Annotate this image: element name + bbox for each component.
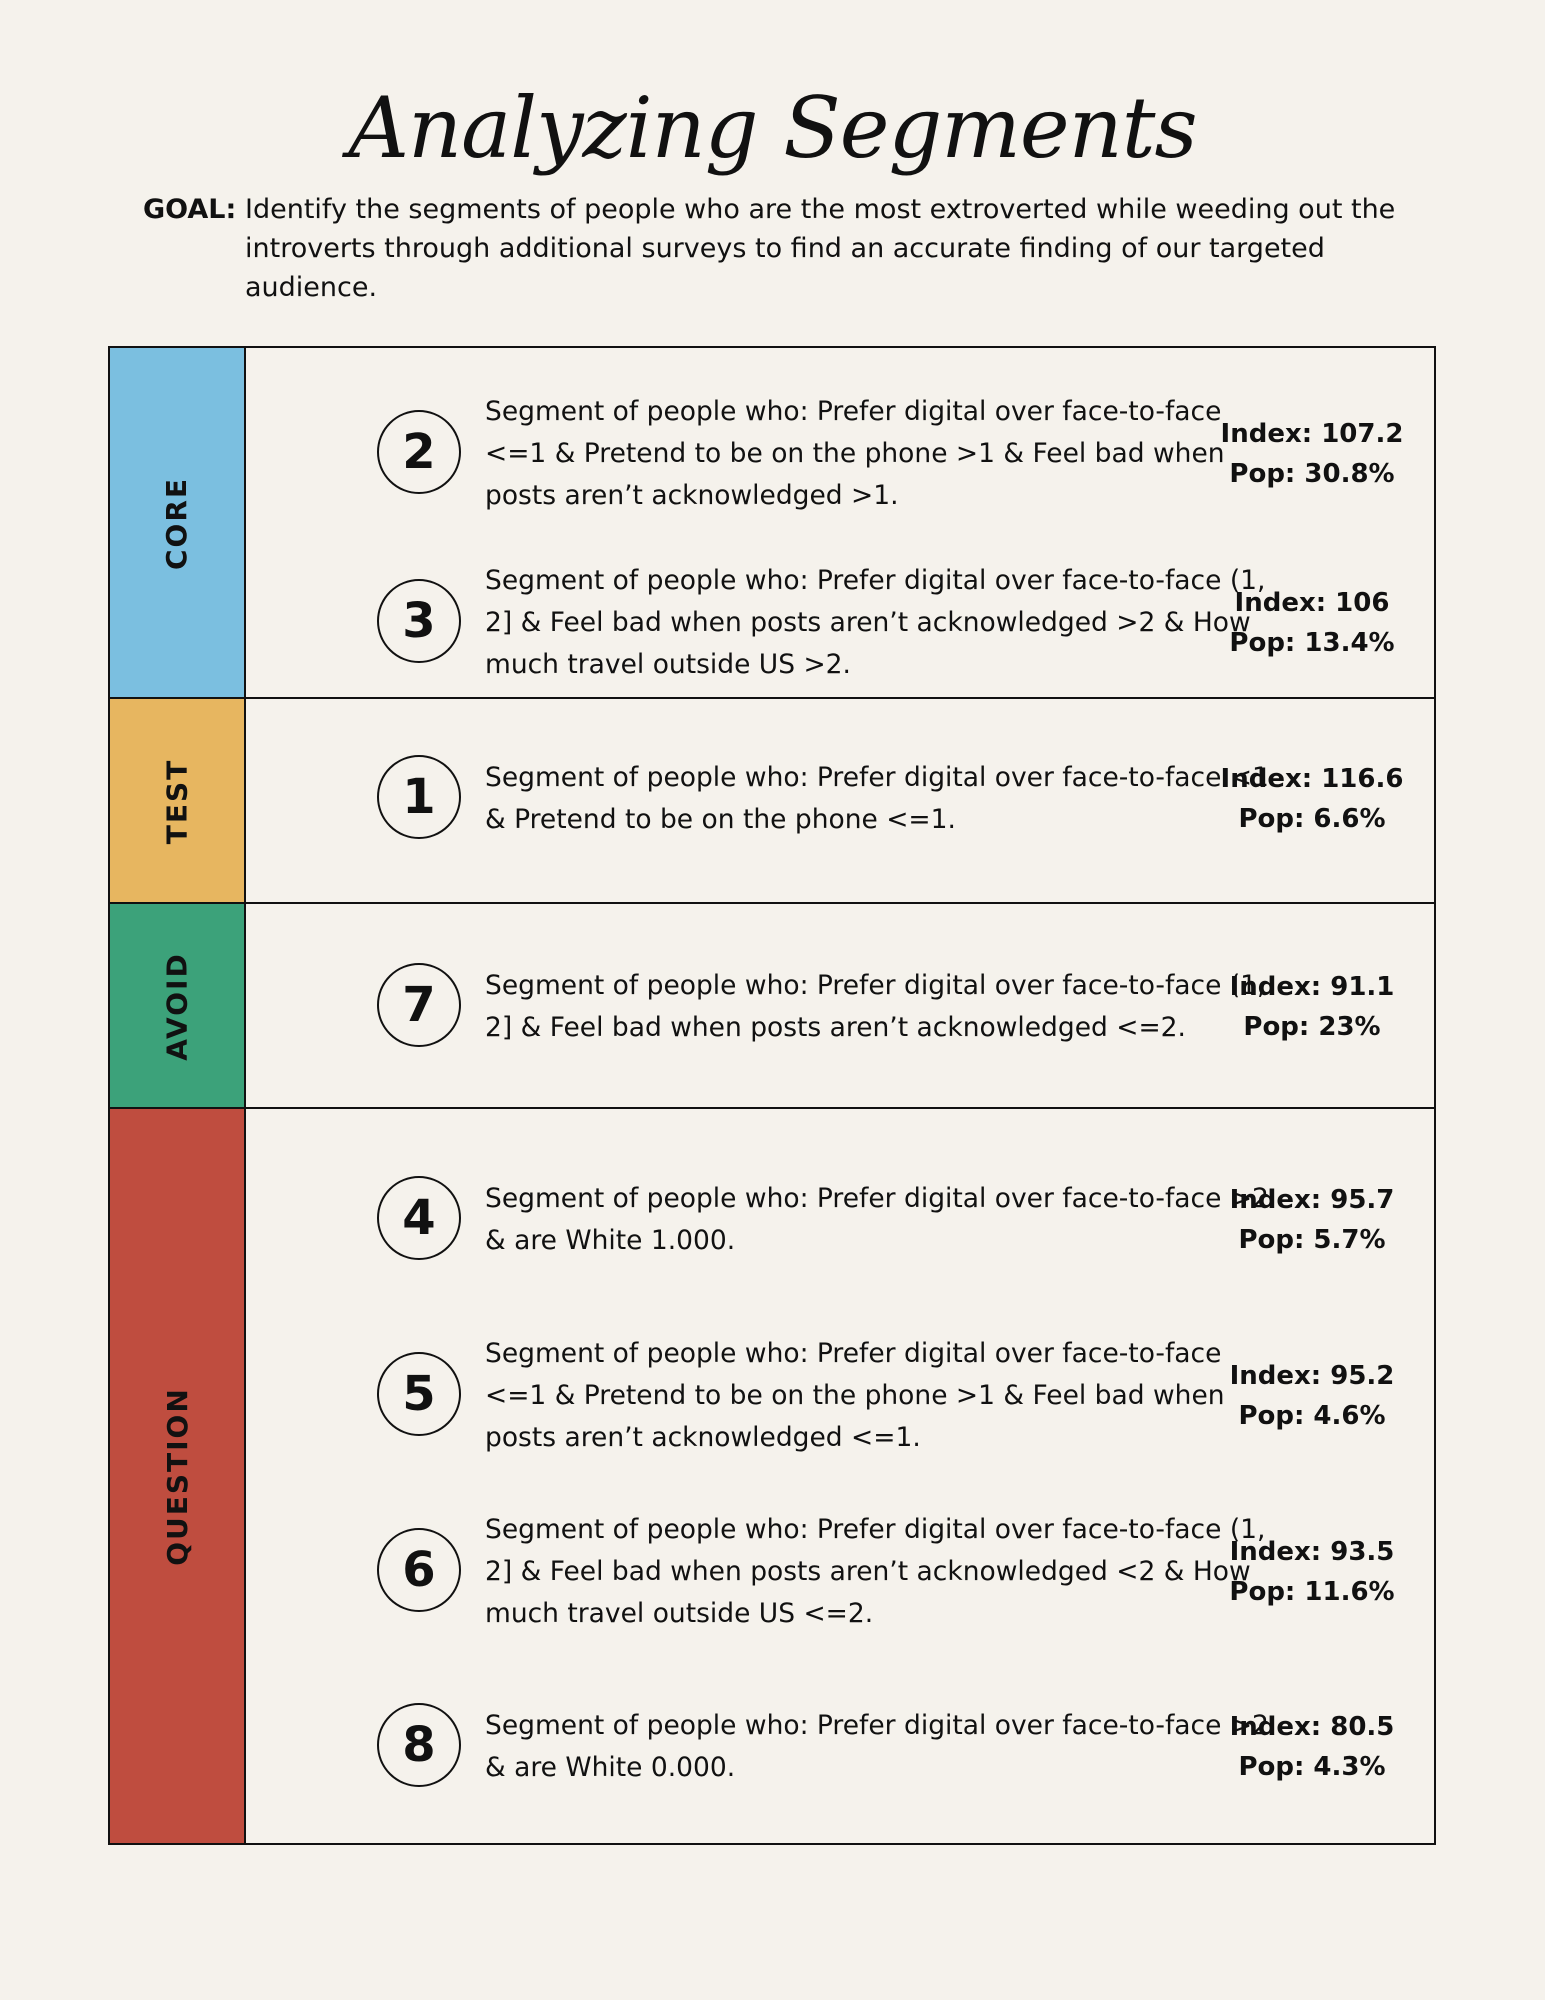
segment-index: Index: 95.2	[1229, 1361, 1395, 1391]
segment-stats	[1212, 1502, 1412, 1642]
segment-row	[246, 1150, 1434, 1290]
segment-row	[246, 937, 1434, 1077]
segment-group-core	[110, 348, 1434, 699]
segment-pop: Pop: 4.3%	[1238, 1752, 1386, 1782]
segment-group-test	[110, 697, 1434, 904]
segment-group-avoid	[110, 902, 1434, 1109]
segment-group-question	[110, 1107, 1434, 1843]
group-label-text: AVOID	[160, 952, 194, 1061]
segment-number-badge: 1	[377, 755, 461, 839]
segment-index: Index: 80.5	[1229, 1712, 1395, 1742]
group-label-test	[110, 699, 246, 904]
page-title: Analyzing Segments	[348, 79, 1197, 177]
segment-row	[246, 1677, 1434, 1817]
segments-table	[108, 346, 1436, 1845]
segment-pop: Pop: 13.4%	[1229, 628, 1395, 658]
segment-number-badge: 4	[377, 1176, 461, 1260]
segment-stats	[1212, 729, 1412, 869]
group-label-question	[110, 1109, 246, 1843]
segment-stats	[1212, 937, 1412, 1077]
segment-stats	[1212, 1677, 1412, 1817]
group-label-core	[110, 348, 246, 699]
segment-description: Segment of people who: Prefer digital over face-to-face >2 & are White 0.000.	[485, 1710, 1269, 1783]
segment-pop: Pop: 11.6%	[1229, 1577, 1395, 1607]
segment-description: Segment of people who: Prefer digital over face-to-face (1, 2] & Feel bad when posts aren’t acknowledged <2 & How much travel outside US <=2.	[485, 1514, 1266, 1629]
segment-stats	[1212, 553, 1412, 693]
goal-statement	[143, 190, 1413, 307]
segment-description: Segment of people who: Prefer digital over face-to-face <1 & Pretend to be on the phone <=1.	[485, 762, 1269, 835]
segment-stats	[1212, 384, 1412, 524]
group-label-text: QUESTION	[160, 1386, 194, 1566]
segment-index: Index: 116.6	[1220, 764, 1404, 794]
segment-description: Segment of people who: Prefer digital over face-to-face (1, 2] & Feel bad when posts aren’t acknowledged >2 & How much travel outside US >2.	[485, 565, 1266, 680]
segment-index: Index: 95.7	[1229, 1185, 1395, 1215]
segment-number-badge: 2	[377, 410, 461, 494]
segment-description: Segment of people who: Prefer digital over face-to-face >2 & are White 1.000.	[485, 1183, 1269, 1256]
segment-description: Segment of people who: Prefer digital over face-to-face (1, 2] & Feel bad when posts aren’t acknowledged <=2.	[485, 970, 1266, 1043]
segment-pop: Pop: 23%	[1243, 1012, 1381, 1042]
segment-index: Index: 107.2	[1220, 419, 1404, 449]
group-label-avoid	[110, 904, 246, 1109]
group-label-text: TEST	[160, 758, 194, 845]
segment-index: Index: 91.1	[1229, 972, 1395, 1002]
segment-description: Segment of people who: Prefer digital over face-to-face <=1 & Pretend to be on the phone >1 & Feel bad when posts aren’t acknowledged <=1.	[485, 1338, 1225, 1453]
segment-index: Index: 93.5	[1229, 1537, 1395, 1567]
segment-stats	[1212, 1150, 1412, 1290]
segment-description: Segment of people who: Prefer digital over face-to-face <=1 & Pretend to be on the phone >1 & Feel bad when posts aren’t acknowledged >1.	[485, 396, 1225, 511]
segment-number-badge: 3	[377, 579, 461, 663]
goal-text: Identify the segments of people who are the most extroverted while weeding out the introverts through additional surveys to find an accurate finding of our targeted audience.	[245, 194, 1396, 303]
segment-row	[246, 1502, 1434, 1642]
segment-row	[246, 1326, 1434, 1466]
segment-number-badge: 7	[377, 963, 461, 1047]
segment-number-badge: 5	[377, 1352, 461, 1436]
goal-label: GOAL:	[143, 194, 237, 225]
segment-row	[246, 384, 1434, 524]
segment-pop: Pop: 5.7%	[1238, 1225, 1386, 1255]
segment-pop: Pop: 30.8%	[1229, 459, 1395, 489]
segment-number-badge: 6	[377, 1528, 461, 1612]
segment-pop: Pop: 4.6%	[1238, 1401, 1386, 1431]
segment-pop: Pop: 6.6%	[1238, 804, 1386, 834]
segment-number-badge: 8	[377, 1703, 461, 1787]
group-label-text: CORE	[160, 476, 194, 571]
segment-stats	[1212, 1326, 1412, 1466]
segment-index: Index: 106	[1234, 588, 1390, 618]
segment-row	[246, 553, 1434, 693]
segment-row	[246, 729, 1434, 869]
